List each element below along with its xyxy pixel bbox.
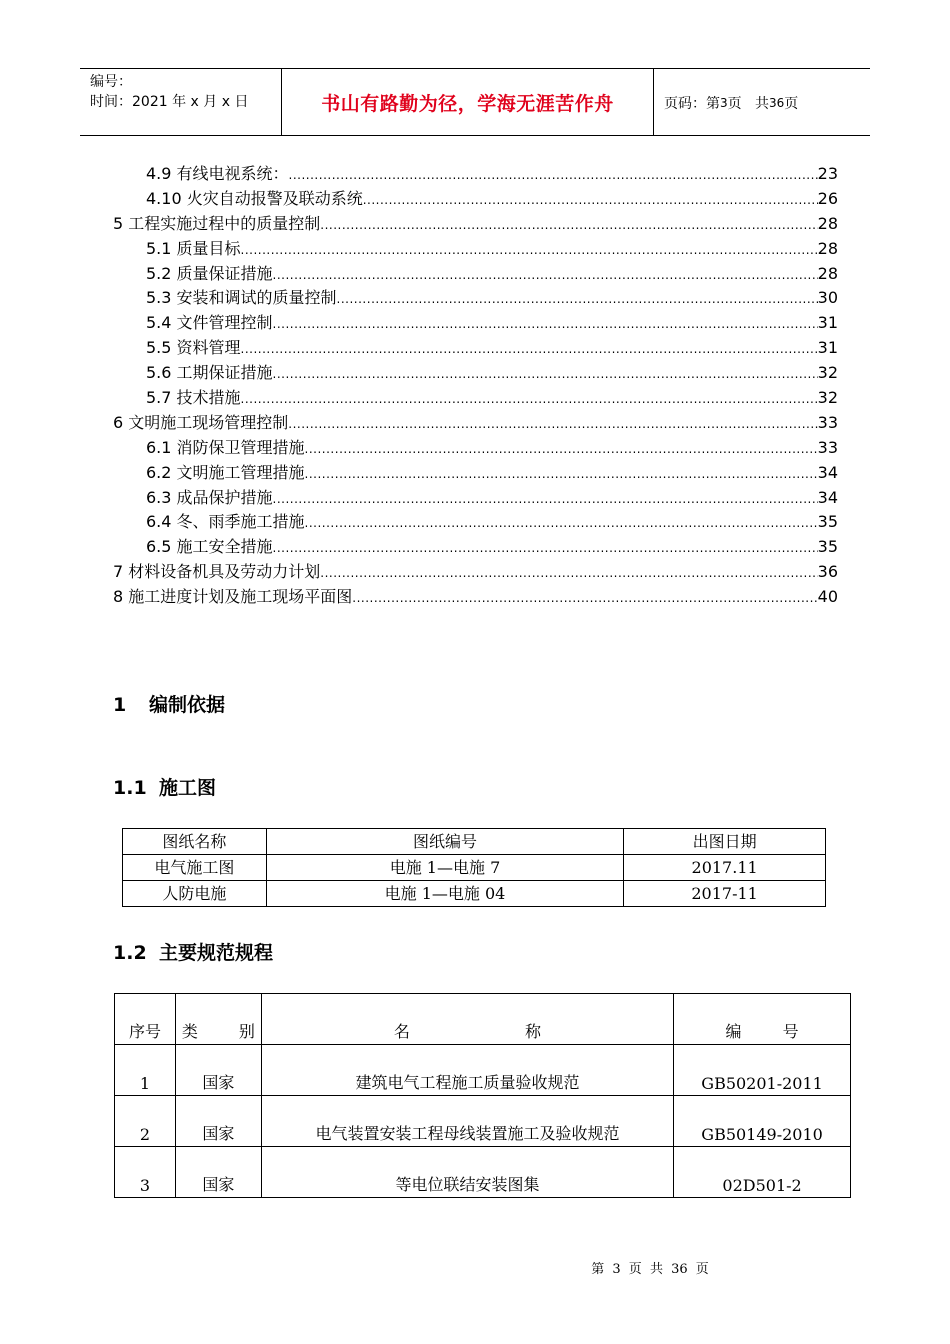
page-footer [0, 1258, 950, 1277]
toc-leader-dots [273, 487, 818, 511]
section-number: 1 [113, 694, 127, 716]
table-cell: 国家 [175, 1045, 261, 1096]
table-cell: GB50201-2011 [674, 1045, 851, 1096]
toc-entry-page: 33 [817, 412, 838, 432]
section-number: 1.1 [113, 777, 147, 799]
codes-table [114, 993, 851, 1198]
drawings-table [122, 828, 826, 907]
table-header-row [123, 829, 826, 855]
toc-entry-page: 31 [817, 338, 838, 358]
toc-entry-page: 36 [817, 562, 838, 582]
toc-leader-dots [320, 213, 817, 237]
table-header-cell: 图纸编号 [266, 829, 623, 855]
toc-leader-dots [363, 188, 818, 212]
toc-entry-page: 40 [817, 587, 838, 607]
section-title: 编制依据 [149, 694, 226, 716]
toc-entry[interactable] [113, 162, 838, 187]
table-cell: 建筑电气工程施工质量验收规范 [261, 1045, 673, 1096]
toc-entry-label: 5.4 文件管理控制 [146, 313, 273, 333]
section-title: 施工图 [159, 777, 217, 799]
toc-leader-dots [273, 312, 818, 336]
toc-entry-page: 23 [817, 164, 838, 183]
toc-leader-dots [241, 387, 818, 411]
toc-entry[interactable] [113, 311, 838, 336]
toc-entry[interactable] [113, 510, 838, 535]
table-row [115, 1096, 851, 1147]
table-header-cell: 名 称 [261, 994, 673, 1045]
toc-entry-page: 26 [817, 188, 838, 208]
toc-entry-label: 6.1 消防保卫管理措施 [146, 437, 305, 457]
table-cell: 人防电施 [123, 881, 267, 907]
table-cell: 电施 1—电施 04 [266, 881, 623, 907]
toc-entry-page: 28 [817, 238, 838, 258]
footer-total-pages: 36 [671, 1262, 688, 1277]
toc-entry-label: 5.2 质量保证措施 [146, 263, 273, 283]
toc-entry-page: 31 [817, 313, 838, 333]
page-mid: 页 共 [727, 95, 769, 112]
toc-leader-dots [289, 163, 818, 187]
header-meta [80, 69, 282, 136]
toc-entry-page: 35 [817, 512, 838, 532]
table-cell: 国家 [175, 1096, 261, 1147]
toc-entry-label: 6.2 文明施工管理措施 [146, 462, 305, 482]
toc-leader-dots [273, 362, 818, 386]
toc-entry-page: 28 [817, 263, 838, 283]
footer-prefix: 第 [591, 1262, 605, 1277]
table-cell: 02D501-2 [674, 1147, 851, 1198]
toc-entry-label: 5.5 资料管理 [146, 338, 241, 358]
header-page-info [654, 69, 870, 136]
table-row [123, 881, 826, 907]
toc-entry-page: 32 [817, 388, 838, 408]
document-date: 时间：2021 年 x 月 x 日 [90, 94, 249, 110]
section-number: 1.2 [113, 942, 147, 964]
footer-mid1: 页 [628, 1262, 642, 1277]
toc-leader-dots [241, 238, 818, 262]
toc-entry[interactable] [113, 237, 838, 262]
toc-entry[interactable] [113, 560, 838, 585]
page-total: 36 [769, 95, 785, 110]
table-cell: 电气装置安装工程母线装置施工及验收规范 [261, 1096, 673, 1147]
toc-entry-label: 8 施工进度计划及施工现场平面图 [113, 587, 353, 607]
section-title: 主要规范规程 [159, 942, 274, 964]
toc-entry-label: 5.7 技术措施 [146, 388, 241, 408]
toc-entry-page: 35 [817, 537, 838, 557]
toc-leader-dots [273, 536, 818, 560]
toc-entry-label: 5.1 质量目标 [146, 238, 241, 258]
table-cell: 3 [115, 1147, 176, 1198]
toc-leader-dots [288, 412, 817, 436]
toc-entry-label: 5 工程实施过程中的质量控制 [113, 213, 321, 233]
table-cell: 等电位联结安装图集 [261, 1147, 673, 1198]
toc-leader-dots [305, 511, 818, 535]
toc-entry-label: 6.4 冬、雨季施工措施 [146, 512, 305, 532]
toc-entry[interactable] [113, 361, 838, 386]
toc-entry[interactable] [113, 585, 838, 610]
table-cell: 国家 [175, 1147, 261, 1198]
table-header-cell: 类 别 [175, 994, 261, 1045]
toc-entry-page: 28 [817, 213, 838, 233]
toc-entry-page: 33 [817, 437, 838, 457]
toc-entry-label: 4.9 有线电视系统： [146, 164, 289, 183]
toc-entry[interactable] [113, 336, 838, 361]
toc-leader-dots [305, 437, 818, 461]
toc-entry[interactable] [113, 212, 838, 237]
footer-mid2: 共 [649, 1262, 663, 1277]
toc-entry-label: 6 文明施工现场管理控制 [113, 412, 289, 432]
document-number-label: 编号： [90, 74, 132, 90]
toc-entry[interactable] [113, 461, 838, 486]
toc-entry-label: 7 材料设备机具及劳动力计划 [113, 562, 321, 582]
toc-entry[interactable] [113, 262, 838, 287]
toc-entry-page: 32 [817, 363, 838, 383]
table-of-contents [113, 162, 838, 610]
footer-current-page: 3 [612, 1262, 621, 1277]
section-heading-1-2 [113, 938, 273, 965]
toc-leader-dots [241, 337, 818, 361]
table-header-cell: 编 号 [674, 994, 851, 1045]
header-motto: 书山有路勤为径，学海无涯苦作舟 [282, 69, 654, 136]
toc-entry[interactable] [113, 411, 838, 436]
toc-entry[interactable] [113, 436, 838, 461]
table-row [115, 1045, 851, 1096]
table-cell: 电气施工图 [123, 855, 267, 881]
page-header [80, 68, 870, 136]
page-prefix: 页码：第 [664, 95, 720, 112]
table-cell: 2017.11 [624, 855, 826, 881]
table-cell: 1 [115, 1045, 176, 1096]
toc-leader-dots [352, 586, 817, 610]
table-header-row [115, 994, 851, 1045]
page-suffix: 页 [784, 95, 799, 112]
toc-entry[interactable] [113, 386, 838, 411]
table-cell: 电施 1—电施 7 [266, 855, 623, 881]
table-row [115, 1147, 851, 1198]
toc-entry-page: 34 [817, 462, 838, 482]
toc-entry[interactable] [113, 187, 838, 212]
table-row [123, 855, 826, 881]
table-header-cell: 图纸名称 [123, 829, 267, 855]
toc-entry[interactable] [113, 486, 838, 511]
table-cell: 2 [115, 1096, 176, 1147]
table-cell: GB50149-2010 [674, 1096, 851, 1147]
toc-entry[interactable] [113, 535, 838, 560]
toc-entry-label: 5.6 工期保证措施 [146, 363, 273, 383]
table-cell: 2017-11 [624, 881, 826, 907]
toc-leader-dots [305, 462, 818, 486]
toc-leader-dots [337, 287, 818, 311]
toc-entry[interactable] [113, 286, 838, 311]
section-heading-1-1 [113, 773, 216, 800]
toc-entry-label: 6.3 成品保护措施 [146, 487, 273, 507]
toc-entry-label: 4.10 火灾自动报警及联动系统 [146, 188, 363, 208]
table-header-cell: 序号 [115, 994, 176, 1045]
toc-leader-dots [273, 263, 818, 287]
toc-entry-page: 34 [817, 487, 838, 507]
toc-leader-dots [320, 561, 817, 585]
footer-suffix: 页 [695, 1262, 709, 1277]
table-header-cell: 出图日期 [624, 829, 826, 855]
toc-entry-page: 30 [817, 288, 838, 308]
section-heading-1 [113, 690, 225, 717]
toc-entry-label: 5.3 安装和调试的质量控制 [146, 288, 337, 308]
page-current: 3 [720, 95, 728, 110]
toc-entry-label: 6.5 施工安全措施 [146, 537, 273, 557]
